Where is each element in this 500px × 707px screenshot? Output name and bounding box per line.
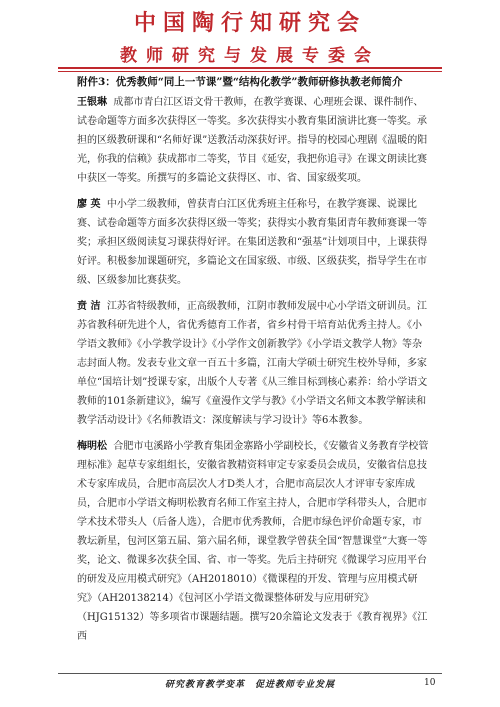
attachment-heading: 附件3：优秀教师“同上一节课”暨“结构化教学”教师研修执教老师简介 [77,76,403,88]
header-rule-thin [58,71,442,72]
profile-paragraph [77,93,429,188]
page-number: 10 [424,678,436,688]
profile-text: 成都市青白江区语文骨干教师，在教学赛课、心理班会课、课件制作、试卷命题等方面多次获得区一等奖。多次获得实小教育集团演讲比赛一等奖。承担的区级教研课和“名师好课”送教活动深获好评。指导的校园心理剧《温暖的阳光，你我的信赖》获成都市二等奖，节目《延安，我把你追寻》在课文朗读比赛中获区一等奖。所撰写的多篇论文获得区、市、省、国家级奖项。 [77,97,428,184]
footer-slogan: 研究教育教学变革 促进教师专业发展 [164,680,335,690]
footer-rule [58,673,442,674]
profile-name: 贲 洁 [77,301,101,312]
profile-paragraph [77,195,429,290]
profile-paragraph [77,437,429,646]
profile-name: 廖 英 [77,199,101,210]
profile-paragraph [77,297,429,430]
org-title: 中国陶行知研究会 [133,10,366,36]
header-rule-thick [58,67,442,69]
org-subtitle: 教师研究与发展专委会 [120,46,380,66]
profile-name: 梅明松 [77,441,107,452]
profile-text: 江苏省特级教师，正高级教师，江阴市教师发展中心小学语文研训员。江苏省教科研先进个人，省优秀德育工作者，省乡村骨干培育站优秀主持人。《小学语文教师》《小学教学设计》《小学作文创新教学》《小学语文教学人物》等杂志封面人物。发表专业文章一百五十多篇，江南大学硕士研究生校外导师，多家单位“国培计划”授课专家，出版个人专著《从三维目标到核心素养：给小学语文教师的101条新建议》，编写《童漫作文学与教》《小学语文名师文本教学解读和教学活动设计》《名师教语文：深度解读与学习设计》等6本教参。 [77,301,428,426]
profile-text: 合肥市屯溪路小学教育集团金寨路小学副校长，《安徽省义务教育学校管理标准》起草专家组组长，安徽省教精资料审定专家委员会成员，安徽省信息技术专家库成员，合肥市高层次人才D类人才，合肥市高层次人才评审专家库成员，合肥市小学语文梅明松教育名师工作室主持人，合肥市学科带头人，合肥市学术技术带头人（后备人选），合肥市优秀教师，合肥市绿色评价命题专家，市教坛新星，包河区第五届、第六届名师，课堂教学曾获全国“智慧课堂”大赛一等奖，论文、微课多次获全国、省、市一等奖。先后主持研究《微课学习应用平台的研发及应用模式研究》（AH2018010）《微课程的开发、管理与应用模式研究》（AH20138214）《包河区小学语文微课整体研发与应用研究》（HJG15132）等多项省市课题结题。撰写20余篇论文发表于《教育视界》《江西 [77,441,429,642]
profile-name: 王银琳 [77,97,107,108]
profile-text: 中小学二级教师，曾获青白江区优秀班主任称号，在教学赛课、说课比赛、试卷命题等方面多次获得区级一等奖；获得实小教育集团青年教师赛课一等奖；承担区级阅读复习课获得好评。在集团送教和“强基”计划项目中，上课获得好评。积极参加课题研究，多篇论文在国家级、市级、区级获奖，指导学生在市级、区级参加比赛获奖。 [77,199,428,286]
profiles-body [77,93,429,653]
